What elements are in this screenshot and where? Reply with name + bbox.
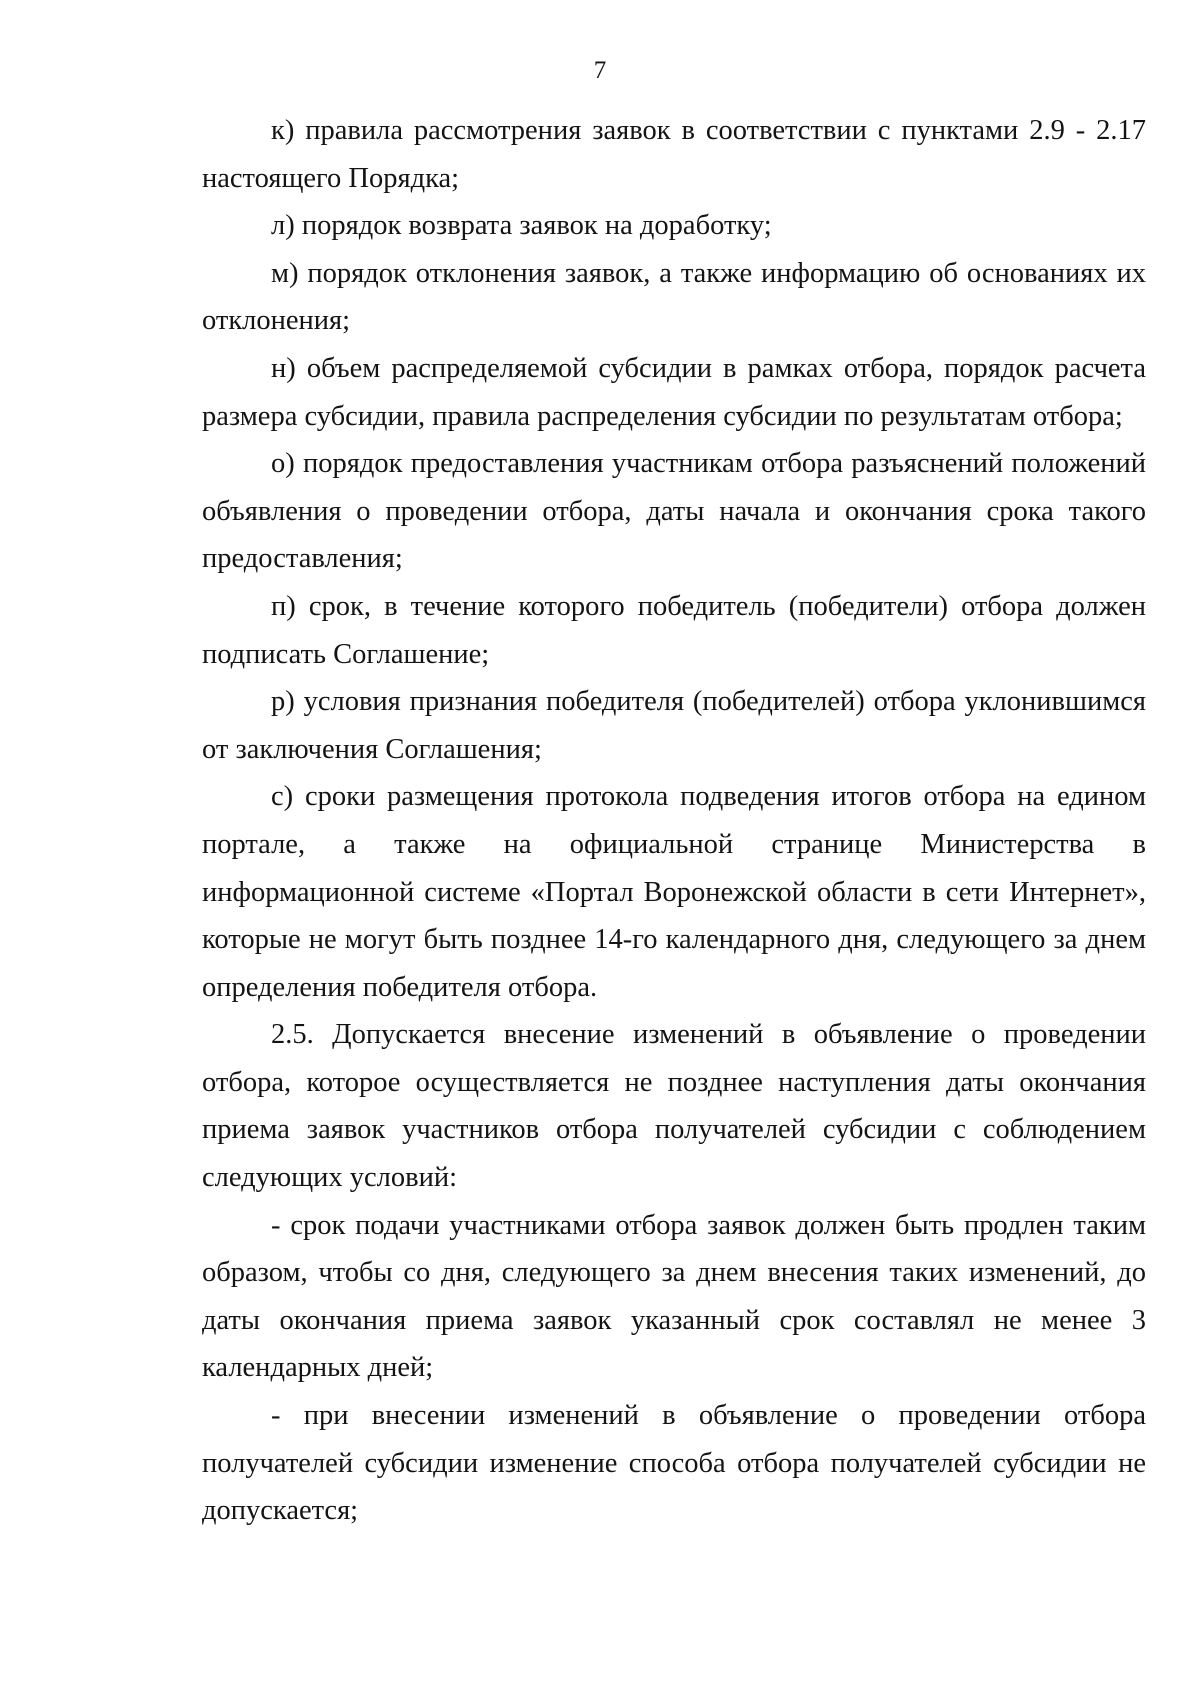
paragraph-o: о) порядок предоставления участникам отбора разъяснений положений объявления о проведении отбора, даты начала и окончания срока такого предоставления; <box>202 448 1146 575</box>
condition-item-2: - при внесении изменений в объявление о проведении отбора получателей субсидии изменение способа отбора получателей субсидии не допускается; <box>202 1400 1146 1527</box>
condition-item-1: - срок подачи участниками отбора заявок должен быть продлен таким образом, чтобы со дня, следующего за днем внесения таких изменений, до даты окончания приема заявок указанный срок составлял не менее 3 календарных дней; <box>202 1209 1146 1384</box>
paragraph-k: к) правила рассмотрения заявок в соответствии с пунктами 2.9 - 2.17 настоящего Порядка; <box>202 115 1146 194</box>
paragraph-s: с) сроки размещения протокола подведения итогов отбора на едином портале, а также на официальной странице Министерства в информационной системе «Портал Воронежской области в сети Интернет», которые не могут быть позднее 14-го календарного дня, следующего за днем определения победителя отбора. <box>202 781 1146 1003</box>
paragraph-l: л) порядок возврата заявок на доработку; <box>271 210 772 242</box>
paragraph-p: п) срок, в течение которого победитель (победители) отбора должен подписать Соглашение; <box>202 590 1146 670</box>
page-number: 7 <box>593 57 607 84</box>
paragraph-2-5: 2.5. Допускается внесение изменений в объявление о проведении отбора, которое осуществляется не позднее наступления даты окончания приема заявок участников отбора получателей субсидии с соблюдением следующих условий: <box>202 1019 1146 1194</box>
paragraph-n: н) объем распределяемой субсидии в рамках отбора, порядок расчета размера субсидии, правила распределения субсидии по результатам отбора; <box>202 352 1146 432</box>
document-body <box>202 107 1146 1535</box>
paragraph-m: м) порядок отклонения заявок, а также информацию об основаниях их отклонения; <box>202 257 1146 337</box>
paragraph-r: р) условия признания победителя (победителей) отбора уклонившимся от заключения Соглашения; <box>202 686 1146 765</box>
